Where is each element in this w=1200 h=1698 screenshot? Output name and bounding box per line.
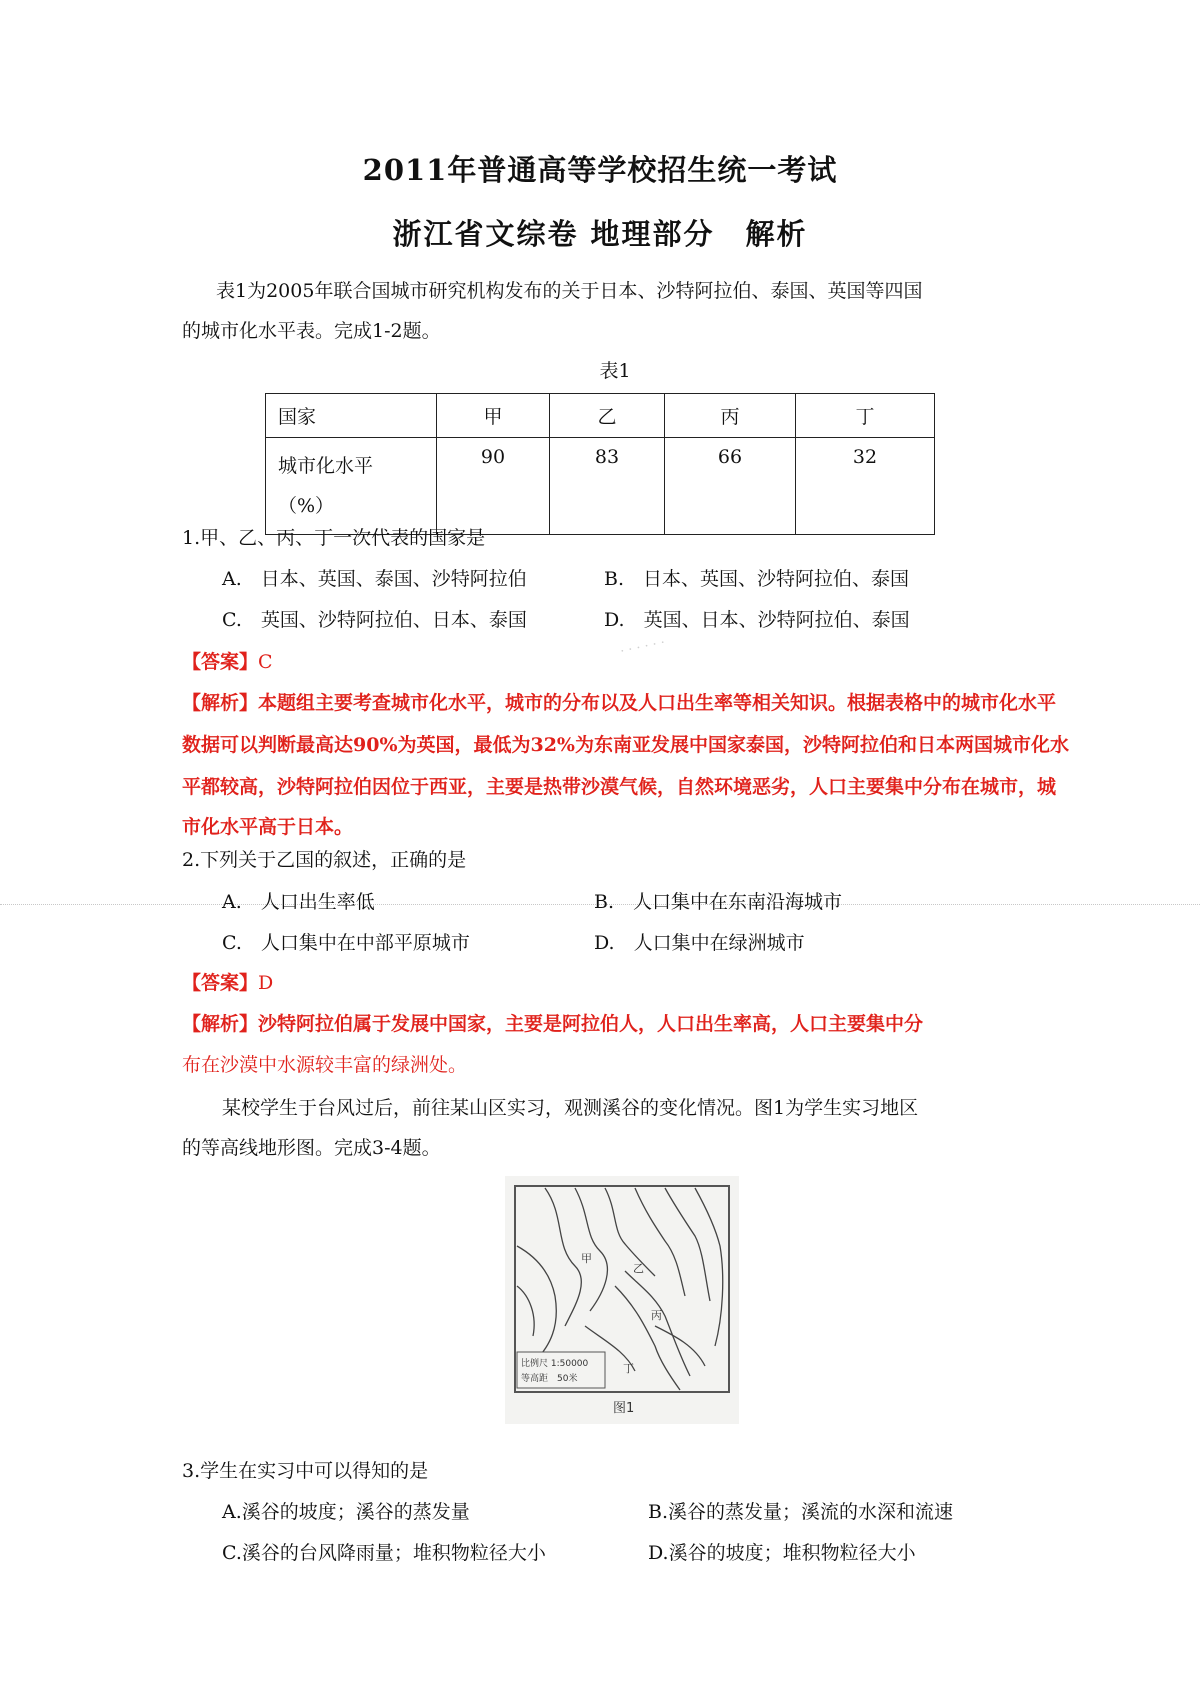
intro-line-1: 表1为2005年联合国城市研究机构发布的关于日本、沙特阿拉伯、泰国、英国等四国: [216, 280, 923, 302]
q1-analysis-line: 市化水平高于日本。: [182, 816, 354, 838]
q1-analysis-line: 数据可以判断最高达90%为英国，最低为32%为东南亚发展中国家泰国，沙特阿拉伯和日本两国城市化水: [182, 734, 1069, 756]
table-cell: 32: [796, 438, 935, 535]
q3-option-a: A.溪谷的坡度；溪谷的蒸发量: [222, 1501, 470, 1523]
q3-option-b: B.溪谷的蒸发量；溪流的水深和流速: [648, 1501, 954, 1523]
header-cell: 甲: [437, 394, 550, 438]
q1-option-b: B. 日本、英国、沙特阿拉伯、泰国: [604, 568, 910, 590]
table-header-row: [266, 394, 935, 438]
q1-answer: [182, 647, 273, 674]
map-scale: 比例尺 1:50000: [521, 1359, 589, 1369]
exam-subtitle: 浙江省文综卷 地理部分 解析: [392, 217, 808, 251]
header-cell: 乙: [550, 394, 665, 438]
q2-analysis-line: 布在沙漠中水源较丰富的绿洲处。: [182, 1054, 468, 1076]
map-label-yi: 乙: [633, 1262, 644, 1275]
q2-option-a: A. 人口出生率低: [222, 891, 375, 913]
q2-stem: 2.下列关于乙国的叙述，正确的是: [182, 849, 467, 871]
q3-option-d: D.溪谷的坡度；堆积物粒径大小: [648, 1542, 916, 1564]
q1-option-a: A. 日本、英国、泰国、沙特阿拉伯: [222, 568, 527, 590]
map-label-bing: 丙: [651, 1309, 662, 1322]
q2-analysis-text: 【解析】沙特阿拉伯属于发展中国家，主要是阿拉伯人，人口出生率高，人口主要集中分: [182, 1013, 924, 1035]
q2-option-c: C. 人口集中在中部平原城市: [222, 932, 470, 954]
row-unit: （%）: [278, 495, 335, 517]
map-label-ding: 丁: [623, 1362, 634, 1375]
answer-value: C: [258, 651, 273, 673]
row-label-cell: [266, 438, 437, 535]
contour-map: [505, 1176, 739, 1424]
q3-stem: 3.学生在实习中可以得知的是: [182, 1460, 429, 1482]
contour-map-figure: [505, 1176, 739, 1424]
q1-option-c: C. 英国、沙特阿拉伯、日本、泰国: [222, 609, 527, 631]
answer-tag: 【答案】: [182, 651, 259, 673]
intro2-line-1: 某校学生于台风过后，前往某山区实习，观测溪谷的变化情况。图1为学生实习地区: [222, 1097, 919, 1119]
table-cell: 66: [665, 438, 796, 535]
table-row: [266, 438, 935, 535]
q1-option-d: D. 英国、日本、沙特阿拉伯、泰国: [604, 609, 910, 631]
header-cell: 丙: [665, 394, 796, 438]
answer-value: D: [258, 972, 274, 994]
q2-answer: [182, 968, 273, 995]
map-interval: 等高距 50米: [521, 1374, 578, 1384]
answer-tag: 【答案】: [182, 972, 259, 994]
table-cell: 90: [437, 438, 550, 535]
map-caption: 图1: [613, 1401, 635, 1416]
q2-option-b: B. 人口集中在东南沿海城市: [594, 891, 843, 913]
intro2-line-2: 的等高线地形图。完成3-4题。: [182, 1137, 441, 1159]
q1-analysis-line: 【解析】本题组主要考查城市化水平，城市的分布以及人口出生率等相关知识。根据表格中的城市化水平: [182, 692, 1057, 714]
exam-title: 2011年普通高等学校招生统一考试: [362, 153, 838, 187]
table-cell: 83: [550, 438, 665, 535]
q1-analysis-line: 平都较高，沙特阿拉伯因位于西亚，主要是热带沙漠气候，自然环境恶劣，人口主要集中分布在城市，城: [182, 776, 1057, 798]
map-label-jia: 甲: [581, 1252, 592, 1265]
q2-analysis-line: [182, 1009, 923, 1036]
header-cell: 丁: [796, 394, 935, 438]
row-label: 城市化水平: [278, 455, 374, 477]
q1-stem: 1.甲、乙、丙、丁一次代表的国家是: [182, 527, 486, 549]
table-caption: 表1: [599, 360, 631, 382]
intro-line-2: 的城市化水平表。完成1-2题。: [182, 320, 441, 342]
q2-option-d: D. 人口集中在绿洲城市: [594, 932, 805, 954]
faint-watermark: · · · · · ·: [618, 635, 667, 660]
header-cell: 国家: [266, 394, 437, 438]
q3-option-c: C.溪谷的台风降雨量；堆积物粒径大小: [222, 1542, 546, 1564]
urbanization-table: [265, 393, 935, 535]
